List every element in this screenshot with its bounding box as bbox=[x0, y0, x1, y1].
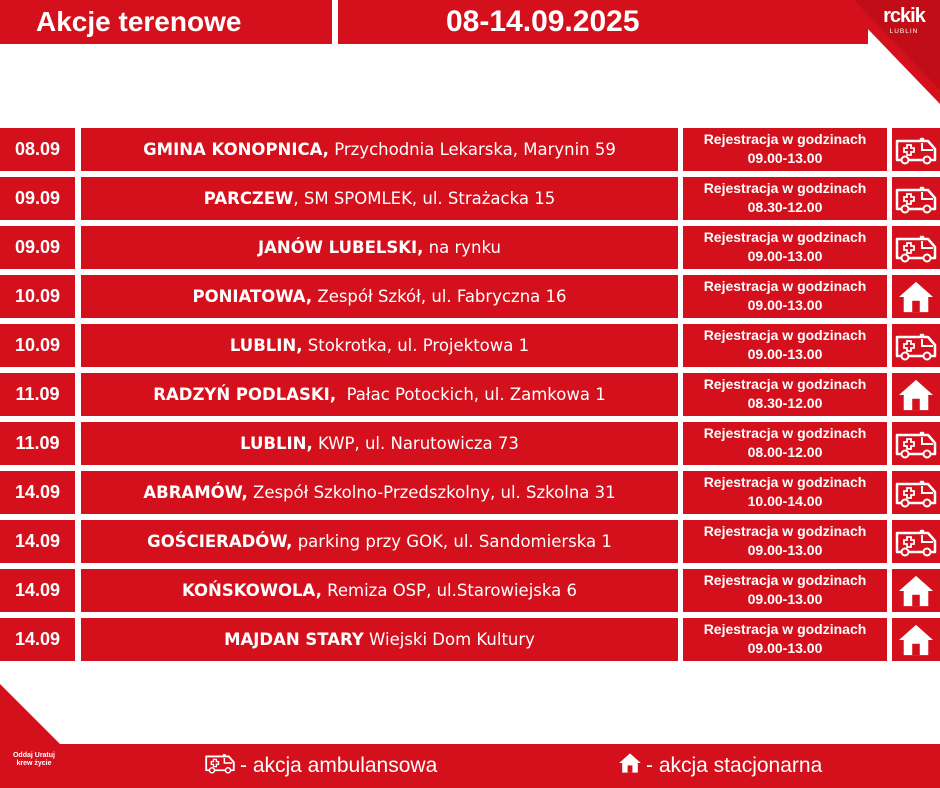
event-registration bbox=[683, 422, 887, 465]
registration-hours: 09.00-13.00 bbox=[747, 591, 823, 607]
event-place-detail: KWP, ul. Narutowicza 73 bbox=[312, 434, 519, 453]
registration-label: Rejestracja w godzinach bbox=[703, 278, 867, 294]
house-icon bbox=[618, 752, 642, 780]
table-row bbox=[0, 422, 940, 465]
registration-hours: 08.00-12.00 bbox=[747, 444, 823, 460]
logo-subtext: LUBLIN bbox=[889, 28, 919, 35]
event-place-name: RADZYŃ PODLASKI, bbox=[153, 385, 337, 404]
blood-donation-logo bbox=[4, 752, 64, 768]
event-place-name: MAJDAN STARY bbox=[224, 630, 364, 649]
event-location bbox=[81, 128, 678, 171]
event-date: 14.09 bbox=[0, 471, 75, 514]
event-date: 10.09 bbox=[0, 275, 75, 318]
event-location bbox=[81, 520, 678, 563]
date-range: 08-14.09.2025 bbox=[338, 0, 868, 44]
registration-label: Rejestracja w godzinach bbox=[703, 180, 867, 196]
legend-ambulance bbox=[204, 744, 437, 788]
event-location bbox=[81, 569, 678, 612]
registration-hours: 09.00-13.00 bbox=[747, 297, 823, 313]
table-row bbox=[0, 177, 940, 220]
house-icon bbox=[892, 618, 940, 661]
event-location bbox=[81, 471, 678, 514]
event-date: 09.09 bbox=[0, 177, 75, 220]
house-icon bbox=[892, 275, 940, 318]
event-date: 11.09 bbox=[0, 422, 75, 465]
event-registration bbox=[683, 275, 887, 318]
event-date: 14.09 bbox=[0, 618, 75, 661]
rckik-logo bbox=[872, 4, 936, 50]
registration-hours: 09.00-13.00 bbox=[747, 640, 823, 656]
footer-logo-line2: krew życie bbox=[16, 760, 52, 767]
ambulance-icon bbox=[892, 177, 940, 220]
event-place-detail: Zespół Szkolno-Przedszkolny, ul. Szkolna 31 bbox=[247, 483, 616, 502]
registration-label: Rejestracja w godzinach bbox=[703, 376, 867, 392]
event-place-detail: , SM SPOMLEK, ul. Strażacka 15 bbox=[293, 189, 556, 208]
event-registration bbox=[683, 177, 887, 220]
event-registration bbox=[683, 373, 887, 416]
event-location bbox=[81, 618, 678, 661]
ambulance-icon bbox=[892, 422, 940, 465]
event-location bbox=[81, 275, 678, 318]
registration-hours: 09.00-13.00 bbox=[747, 542, 823, 558]
registration-label: Rejestracja w godzinach bbox=[703, 327, 867, 343]
house-icon bbox=[892, 373, 940, 416]
event-registration bbox=[683, 569, 887, 612]
legend-stationary bbox=[618, 744, 822, 788]
registration-label: Rejestracja w godzinach bbox=[703, 474, 867, 490]
event-place-detail: Stokrotka, ul. Projektowa 1 bbox=[302, 336, 530, 355]
registration-label: Rejestracja w godzinach bbox=[703, 523, 867, 539]
registration-hours: 08.30-12.00 bbox=[747, 199, 823, 215]
event-location bbox=[81, 324, 678, 367]
event-place-name: GMINA KONOPNICA, bbox=[143, 140, 329, 159]
house-icon bbox=[892, 569, 940, 612]
table-row bbox=[0, 128, 940, 171]
legend-ambulance-label: - akcja ambulansowa bbox=[240, 754, 438, 777]
registration-hours: 08.30-12.00 bbox=[747, 395, 823, 411]
page-title: Akcje terenowe bbox=[0, 0, 332, 44]
registration-label: Rejestracja w godzinach bbox=[703, 229, 867, 245]
table-row bbox=[0, 275, 940, 318]
table-row bbox=[0, 471, 940, 514]
registration-hours: 09.00-13.00 bbox=[747, 150, 823, 166]
event-place-name: PARCZEW bbox=[203, 189, 294, 208]
table-row bbox=[0, 226, 940, 269]
registration-hours: 09.00-13.00 bbox=[747, 346, 823, 362]
ambulance-icon bbox=[892, 226, 940, 269]
event-place-name: GOŚCIERADÓW, bbox=[147, 532, 293, 551]
table-row bbox=[0, 618, 940, 661]
event-place-name: JANÓW LUBELSKI, bbox=[257, 238, 424, 257]
registration-label: Rejestracja w godzinach bbox=[703, 131, 867, 147]
ambulance-icon bbox=[892, 128, 940, 171]
event-place-name: LUBLIN, bbox=[240, 434, 313, 453]
event-registration bbox=[683, 324, 887, 367]
event-registration bbox=[683, 471, 887, 514]
event-place-name: LUBLIN, bbox=[229, 336, 303, 355]
footer-logo-line1: Oddaj Uratuj bbox=[12, 752, 55, 759]
event-place-detail: Wiejski Dom Kultury bbox=[363, 630, 535, 649]
ambulance-icon bbox=[892, 471, 940, 514]
event-location bbox=[81, 177, 678, 220]
event-place-detail: Remiza OSP, ul.Starowiejska 6 bbox=[321, 581, 577, 600]
event-location bbox=[81, 373, 678, 416]
event-place-detail: Przychodnia Lekarska, Marynin 59 bbox=[328, 140, 616, 159]
event-location bbox=[81, 226, 678, 269]
event-date: 14.09 bbox=[0, 520, 75, 563]
registration-hours: 10.00-14.00 bbox=[747, 493, 823, 509]
event-registration bbox=[683, 618, 887, 661]
event-date: 10.09 bbox=[0, 324, 75, 367]
registration-label: Rejestracja w godzinach bbox=[703, 621, 867, 637]
registration-label: Rejestracja w godzinach bbox=[703, 572, 867, 588]
event-registration bbox=[683, 520, 887, 563]
event-place-detail: Zespół Szkół, ul. Fabryczna 16 bbox=[312, 287, 567, 306]
event-place-name: KOŃSKOWOLA, bbox=[181, 581, 322, 600]
event-date: 11.09 bbox=[0, 373, 75, 416]
table-row bbox=[0, 520, 940, 563]
table-row bbox=[0, 373, 940, 416]
event-place-detail: na rynku bbox=[423, 238, 502, 257]
registration-hours: 09.00-13.00 bbox=[747, 248, 823, 264]
event-date: 09.09 bbox=[0, 226, 75, 269]
table-row bbox=[0, 569, 940, 612]
event-location bbox=[81, 422, 678, 465]
event-place-detail: Pałac Potockich, ul. Zamkowa 1 bbox=[336, 385, 606, 404]
table-row bbox=[0, 324, 940, 367]
ambulance-icon bbox=[892, 520, 940, 563]
event-place-name: ABRAMÓW, bbox=[143, 483, 248, 502]
event-place-detail: parking przy GOK, ul. Sandomierska 1 bbox=[292, 532, 612, 551]
event-registration bbox=[683, 226, 887, 269]
event-date: 08.09 bbox=[0, 128, 75, 171]
event-registration bbox=[683, 128, 887, 171]
registration-label: Rejestracja w godzinach bbox=[703, 425, 867, 441]
legend-stationary-label: - akcja stacjonarna bbox=[646, 754, 823, 777]
event-date: 14.09 bbox=[0, 569, 75, 612]
ambulance-icon bbox=[204, 752, 236, 780]
event-place-name: PONIATOWA, bbox=[192, 287, 313, 306]
ambulance-icon bbox=[892, 324, 940, 367]
logo-text: rckik bbox=[883, 5, 925, 27]
